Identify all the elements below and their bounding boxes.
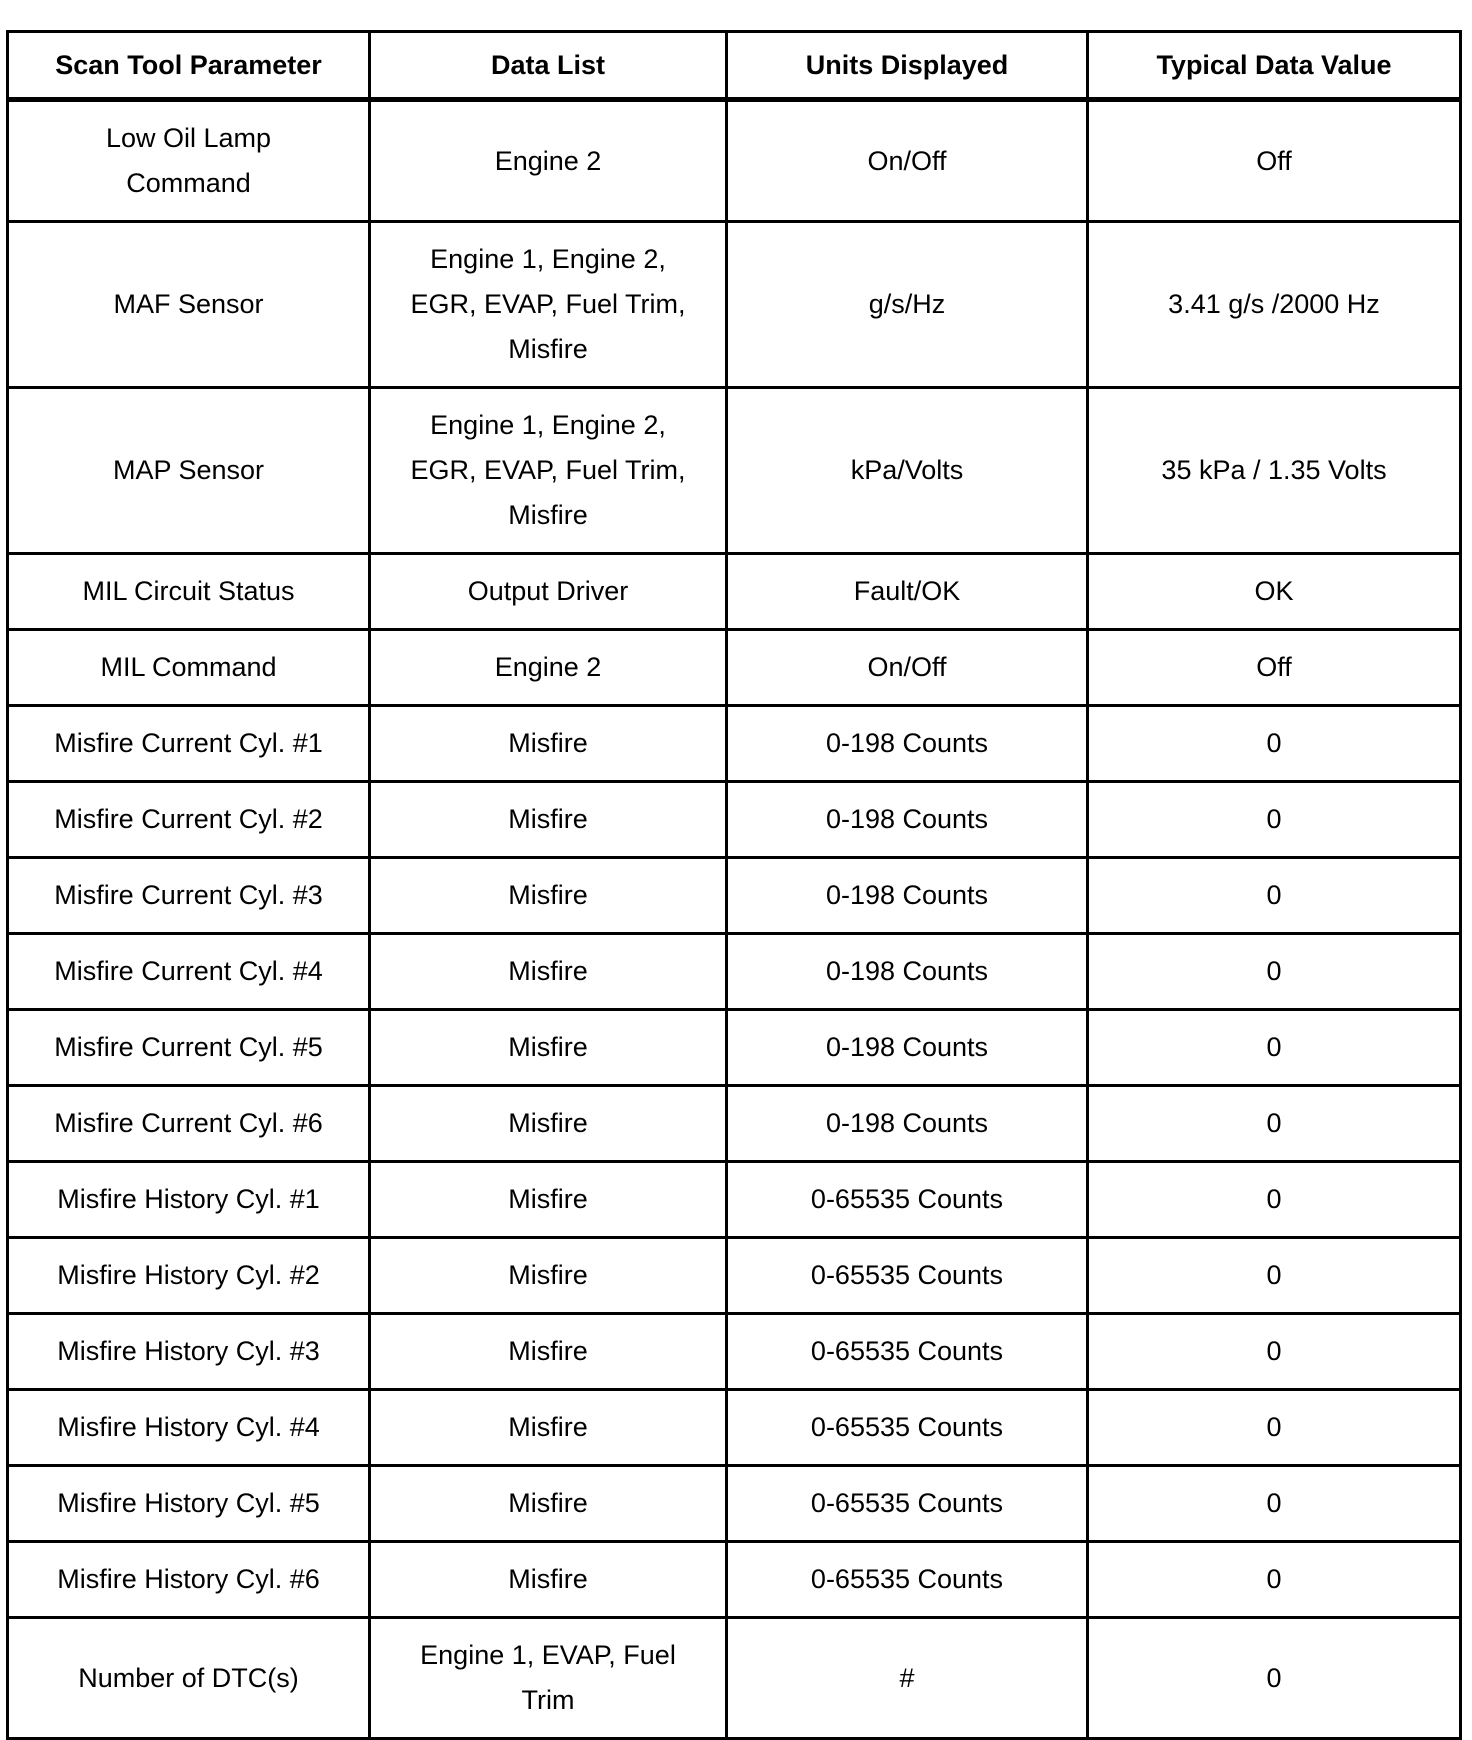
cell-units: g/s/Hz	[727, 222, 1088, 388]
cell-data-list: Misfire	[370, 1542, 727, 1618]
cell-typical-value: Off	[1088, 630, 1461, 706]
table-row	[8, 1542, 1461, 1618]
cell-parameter: Misfire History Cyl. #1	[8, 1162, 370, 1238]
header-row	[8, 32, 1461, 100]
cell-data-list: Misfire	[370, 1086, 727, 1162]
cell-parameter: MIL Circuit Status	[8, 554, 370, 630]
table-row	[8, 388, 1461, 554]
cell-parameter: Misfire Current Cyl. #6	[8, 1086, 370, 1162]
cell-data-list: Misfire	[370, 1466, 727, 1542]
cell-typical-value: OK	[1088, 554, 1461, 630]
header-units-displayed: Units Displayed	[727, 32, 1088, 100]
cell-units: kPa/Volts	[727, 388, 1088, 554]
cell-units: 0-65535 Counts	[727, 1162, 1088, 1238]
cell-typical-value: 0	[1088, 1466, 1461, 1542]
cell-units: 0-65535 Counts	[727, 1314, 1088, 1390]
cell-data-list: Engine 2	[370, 630, 727, 706]
cell-data-list: Misfire	[370, 1238, 727, 1314]
table-row	[8, 1238, 1461, 1314]
table-row	[8, 1618, 1461, 1739]
table-row	[8, 222, 1461, 388]
cell-data-list: Misfire	[370, 782, 727, 858]
header-typical-data-value: Typical Data Value	[1088, 32, 1461, 100]
cell-data-list: Misfire	[370, 858, 727, 934]
cell-units: 0-198 Counts	[727, 1010, 1088, 1086]
cell-units: 0-198 Counts	[727, 858, 1088, 934]
table-row	[8, 1162, 1461, 1238]
table-row	[8, 858, 1461, 934]
table-row	[8, 1390, 1461, 1466]
cell-data-list: Engine 1, Engine 2, EGR, EVAP, Fuel Trim, Misfire	[370, 388, 727, 554]
scan-tool-data-table	[6, 30, 1462, 1740]
cell-typical-value: 3.41 g/s /2000 Hz	[1088, 222, 1461, 388]
table-row	[8, 1010, 1461, 1086]
cell-units: 0-198 Counts	[727, 1086, 1088, 1162]
cell-typical-value: Off	[1088, 100, 1461, 222]
cell-parameter: Misfire Current Cyl. #5	[8, 1010, 370, 1086]
cell-units: Fault/OK	[727, 554, 1088, 630]
cell-units: 0-65535 Counts	[727, 1238, 1088, 1314]
cell-units: 0-198 Counts	[727, 782, 1088, 858]
cell-data-list: Misfire	[370, 1390, 727, 1466]
cell-parameter: Misfire History Cyl. #5	[8, 1466, 370, 1542]
cell-units: #	[727, 1618, 1088, 1739]
table-row	[8, 782, 1461, 858]
cell-data-list: Engine 1, EVAP, Fuel Trim	[370, 1618, 727, 1739]
cell-parameter: Low Oil Lamp Command	[8, 100, 370, 222]
cell-units: 0-198 Counts	[727, 934, 1088, 1010]
cell-typical-value: 0	[1088, 1162, 1461, 1238]
cell-data-list: Misfire	[370, 1314, 727, 1390]
header-data-list: Data List	[370, 32, 727, 100]
cell-parameter: Misfire Current Cyl. #1	[8, 706, 370, 782]
cell-data-list: Engine 1, Engine 2, EGR, EVAP, Fuel Trim, Misfire	[370, 222, 727, 388]
cell-parameter: MAF Sensor	[8, 222, 370, 388]
cell-units: On/Off	[727, 630, 1088, 706]
table-row	[8, 934, 1461, 1010]
cell-units: 0-65535 Counts	[727, 1390, 1088, 1466]
header-scan-tool-parameter: Scan Tool Parameter	[8, 32, 370, 100]
cell-parameter: MAP Sensor	[8, 388, 370, 554]
cell-typical-value: 0	[1088, 782, 1461, 858]
cell-parameter: Misfire History Cyl. #2	[8, 1238, 370, 1314]
cell-typical-value: 0	[1088, 1390, 1461, 1466]
cell-parameter: Misfire History Cyl. #3	[8, 1314, 370, 1390]
cell-data-list: Misfire	[370, 934, 727, 1010]
cell-units: 0-198 Counts	[727, 706, 1088, 782]
cell-typical-value: 0	[1088, 1314, 1461, 1390]
cell-data-list: Engine 2	[370, 100, 727, 222]
cell-parameter: Misfire History Cyl. #6	[8, 1542, 370, 1618]
cell-units: 0-65535 Counts	[727, 1466, 1088, 1542]
cell-typical-value: 0	[1088, 1010, 1461, 1086]
cell-data-list: Misfire	[370, 1162, 727, 1238]
cell-typical-value: 0	[1088, 934, 1461, 1010]
table-row	[8, 100, 1461, 222]
table-row	[8, 1466, 1461, 1542]
cell-parameter: Misfire History Cyl. #4	[8, 1390, 370, 1466]
cell-parameter: Misfire Current Cyl. #3	[8, 858, 370, 934]
cell-typical-value: 35 kPa / 1.35 Volts	[1088, 388, 1461, 554]
cell-typical-value: 0	[1088, 1238, 1461, 1314]
cell-parameter: MIL Command	[8, 630, 370, 706]
cell-parameter: Misfire Current Cyl. #2	[8, 782, 370, 858]
table-row	[8, 554, 1461, 630]
cell-parameter: Number of DTC(s)	[8, 1618, 370, 1739]
table-row	[8, 1086, 1461, 1162]
cell-parameter: Misfire Current Cyl. #4	[8, 934, 370, 1010]
table-row	[8, 706, 1461, 782]
cell-typical-value: 0	[1088, 1542, 1461, 1618]
cell-units: On/Off	[727, 100, 1088, 222]
cell-data-list: Output Driver	[370, 554, 727, 630]
table-row	[8, 1314, 1461, 1390]
cell-units: 0-65535 Counts	[727, 1542, 1088, 1618]
cell-data-list: Misfire	[370, 1010, 727, 1086]
cell-typical-value: 0	[1088, 1618, 1461, 1739]
table-row	[8, 630, 1461, 706]
cell-typical-value: 0	[1088, 706, 1461, 782]
cell-typical-value: 0	[1088, 858, 1461, 934]
cell-typical-value: 0	[1088, 1086, 1461, 1162]
cell-data-list: Misfire	[370, 706, 727, 782]
